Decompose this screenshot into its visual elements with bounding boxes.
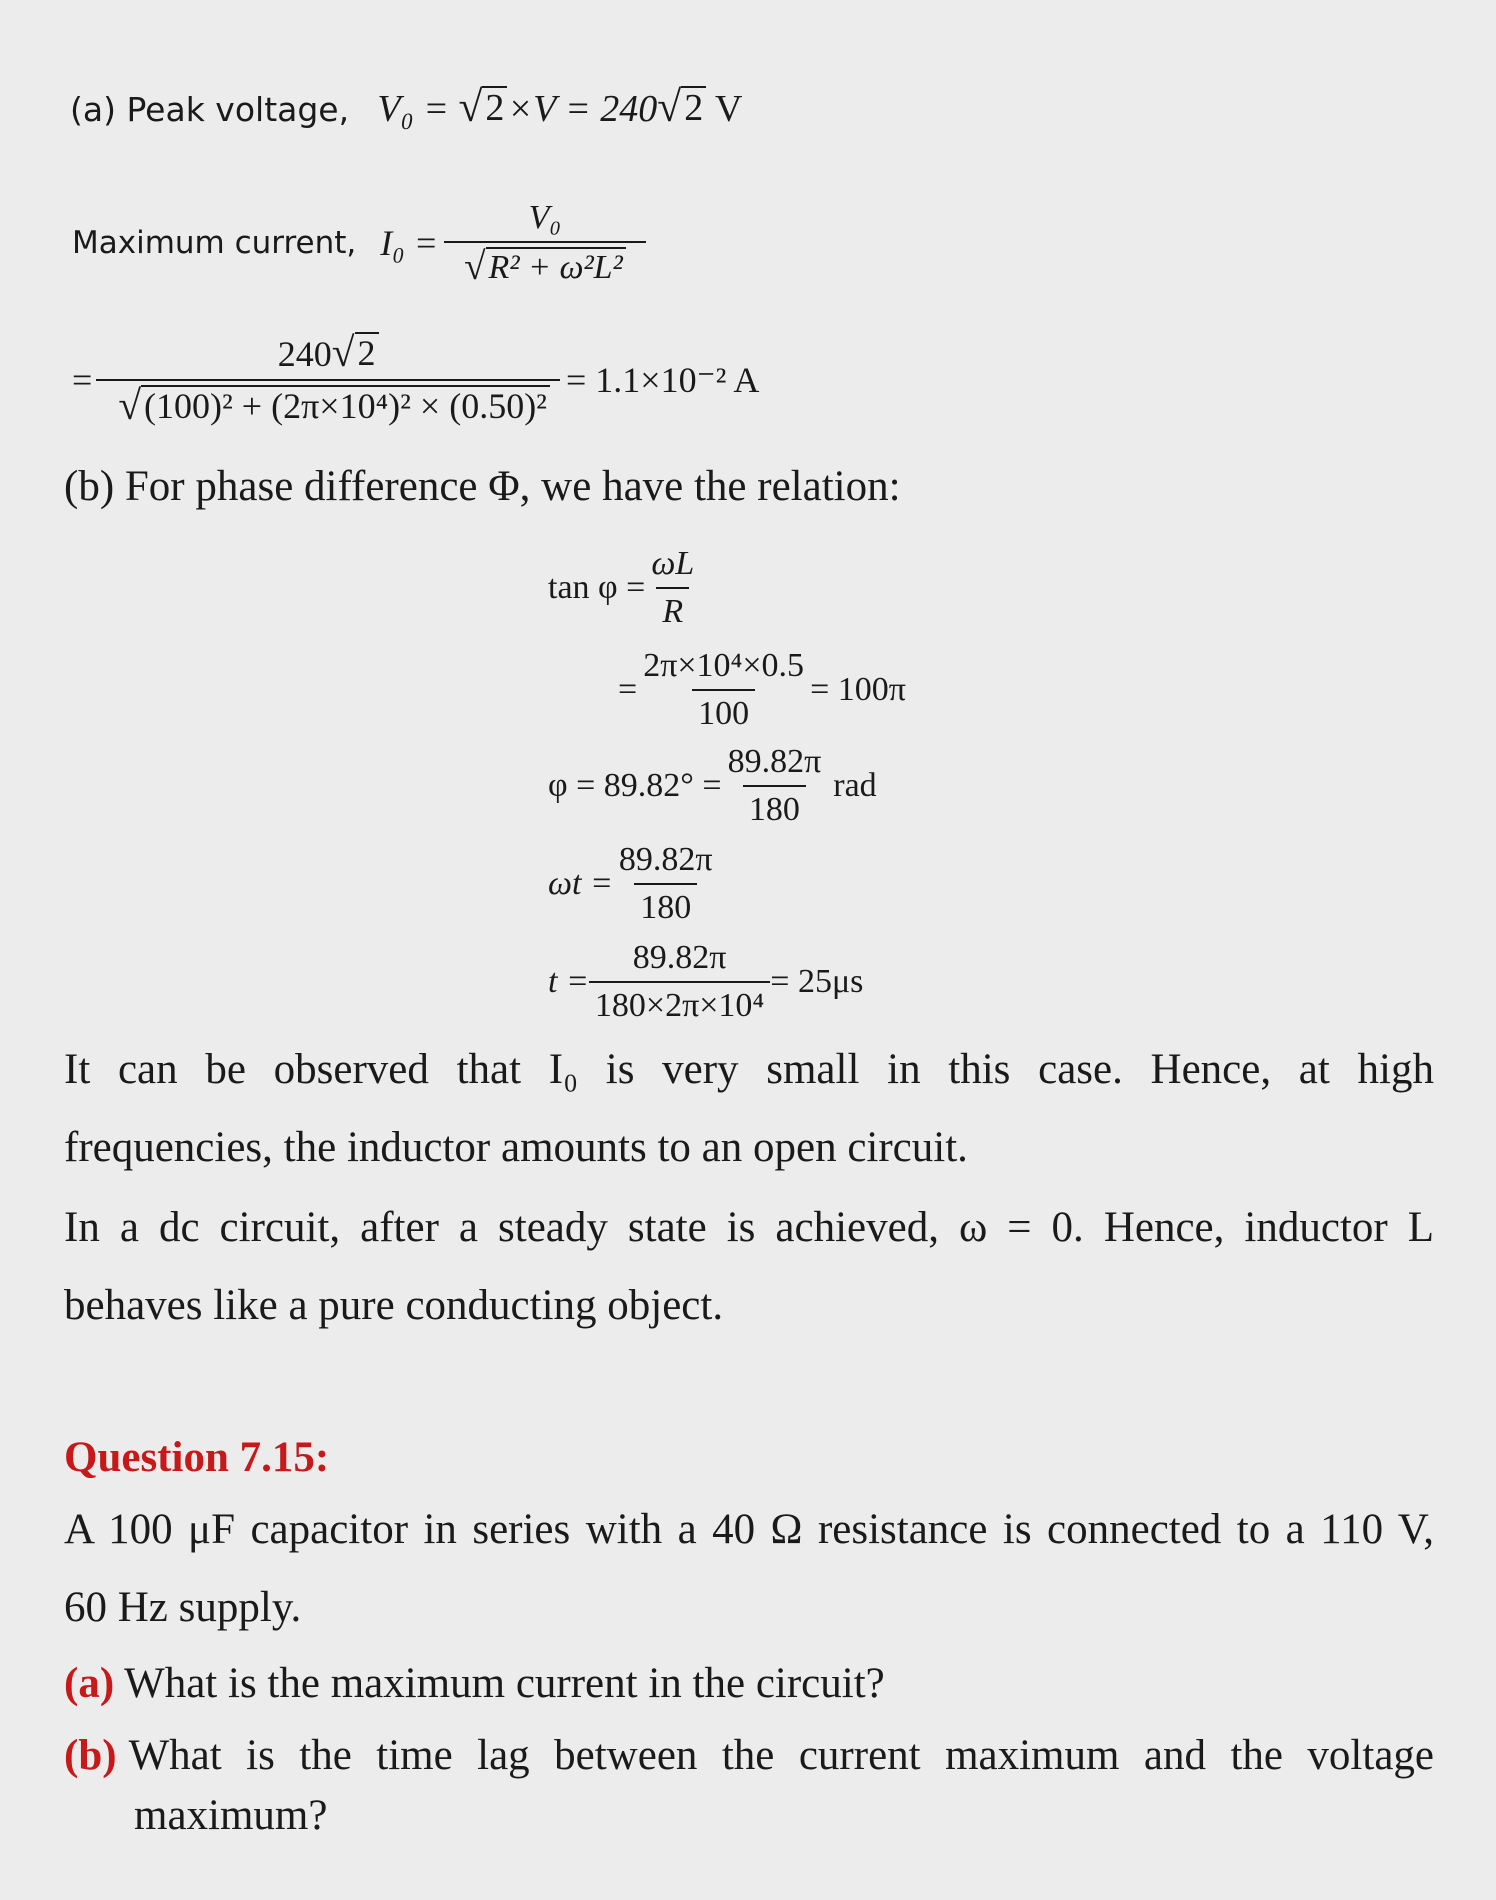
calc-result: = 1.1×10⁻² A	[565, 360, 760, 400]
t-numerator: 89.82π	[632, 939, 727, 976]
question-title: Question 7.15:	[64, 1434, 330, 1481]
tan2-fraction	[637, 647, 810, 733]
question-part-a	[64, 1644, 885, 1724]
part-a-label: (a) Peak voltage,	[70, 90, 350, 129]
part-a-marker: (a)	[64, 1660, 115, 1707]
calc-fraction	[96, 329, 560, 428]
part-b-text-line-1: What is the time lag between the current maximum and the voltage	[128, 1732, 1434, 1779]
tan2-denominator: 100	[692, 689, 755, 733]
phi-numerator: 89.82π	[727, 743, 822, 780]
phi-fraction	[722, 743, 828, 829]
tan-phi-line	[548, 538, 700, 638]
tan-numerator: ωL	[651, 545, 695, 582]
max-current-calculation	[72, 310, 759, 450]
t-denominator: 180×2π×10⁴	[589, 981, 770, 1025]
part-b-text-line-2: maximum?	[134, 1792, 328, 1839]
question-text-line-2: 60 Hz supply.	[64, 1584, 302, 1631]
sqrt-symbol: √ 2	[458, 86, 507, 130]
peak-voltage-line	[70, 83, 743, 131]
tan2-equals: =	[618, 671, 638, 708]
observation-line-2: frequencies, the inductor amounts to an open circuit.	[64, 1124, 968, 1171]
tan-fraction	[645, 545, 700, 631]
calc-denominator: √ (100)² + (2π×10⁴)² × (0.50)²	[96, 379, 560, 428]
phi-lhs: φ = 89.82° =	[548, 767, 722, 804]
peak-unit: V	[706, 88, 743, 130]
observation-line-1: It can be observed that I₀ is very small in this case. Hence, at high	[64, 1046, 1434, 1093]
part-b-marker: (b)	[64, 1732, 117, 1779]
wt-lhs: ωt =	[548, 865, 613, 902]
phi-denominator: 180	[743, 785, 806, 829]
tan2-result: = 100π	[810, 671, 906, 708]
max-current-lhs: I₀ =	[380, 223, 439, 263]
sqrt-symbol: √ 2	[657, 86, 706, 130]
phi-line	[548, 736, 877, 836]
t-fraction	[589, 939, 770, 1025]
peak-voltage-formula	[377, 83, 743, 131]
wt-numerator: 89.82π	[618, 841, 713, 878]
wt-denominator: 180	[634, 883, 697, 927]
max-current-label: Maximum current,	[72, 225, 357, 261]
dc-line-1: In a dc circuit, after a steady state is achieved, ω = 0. Hence, inductor L	[64, 1204, 1434, 1251]
peak-mid: ×V = 240	[507, 88, 658, 130]
phi-unit: rad	[833, 767, 877, 804]
t-result: = 25μs	[770, 963, 864, 1000]
dc-line-2: behaves like a pure conducting object.	[64, 1282, 724, 1329]
calc-numerator: 240 √ 2	[272, 332, 385, 379]
max-current-denominator: √ R² + ω²L²	[444, 241, 646, 288]
t-line	[548, 932, 863, 1032]
omega-t-line	[548, 834, 719, 934]
max-current-line	[72, 188, 646, 298]
part-b-text: (b) For phase difference Φ, we have the relation:	[64, 463, 901, 510]
tan-denominator: R	[656, 587, 689, 631]
part-a-text: What is the maximum current in the circuit?	[124, 1660, 885, 1707]
peak-lhs: V₀ =	[377, 88, 459, 130]
wt-fraction	[613, 841, 719, 927]
calc-equals: =	[72, 360, 93, 400]
max-current-numerator: V₀	[528, 198, 562, 236]
tan2-numerator: 2π×10⁴×0.5	[643, 647, 805, 684]
question-text-line-1: A 100 μF capacitor in series with a 40 Ω resistance is connected to a 110 V,	[64, 1506, 1434, 1553]
tan-lhs: tan φ =	[548, 569, 646, 606]
tan-value-line	[618, 640, 906, 740]
t-lhs: t =	[548, 963, 589, 1000]
max-current-fraction	[444, 199, 646, 288]
